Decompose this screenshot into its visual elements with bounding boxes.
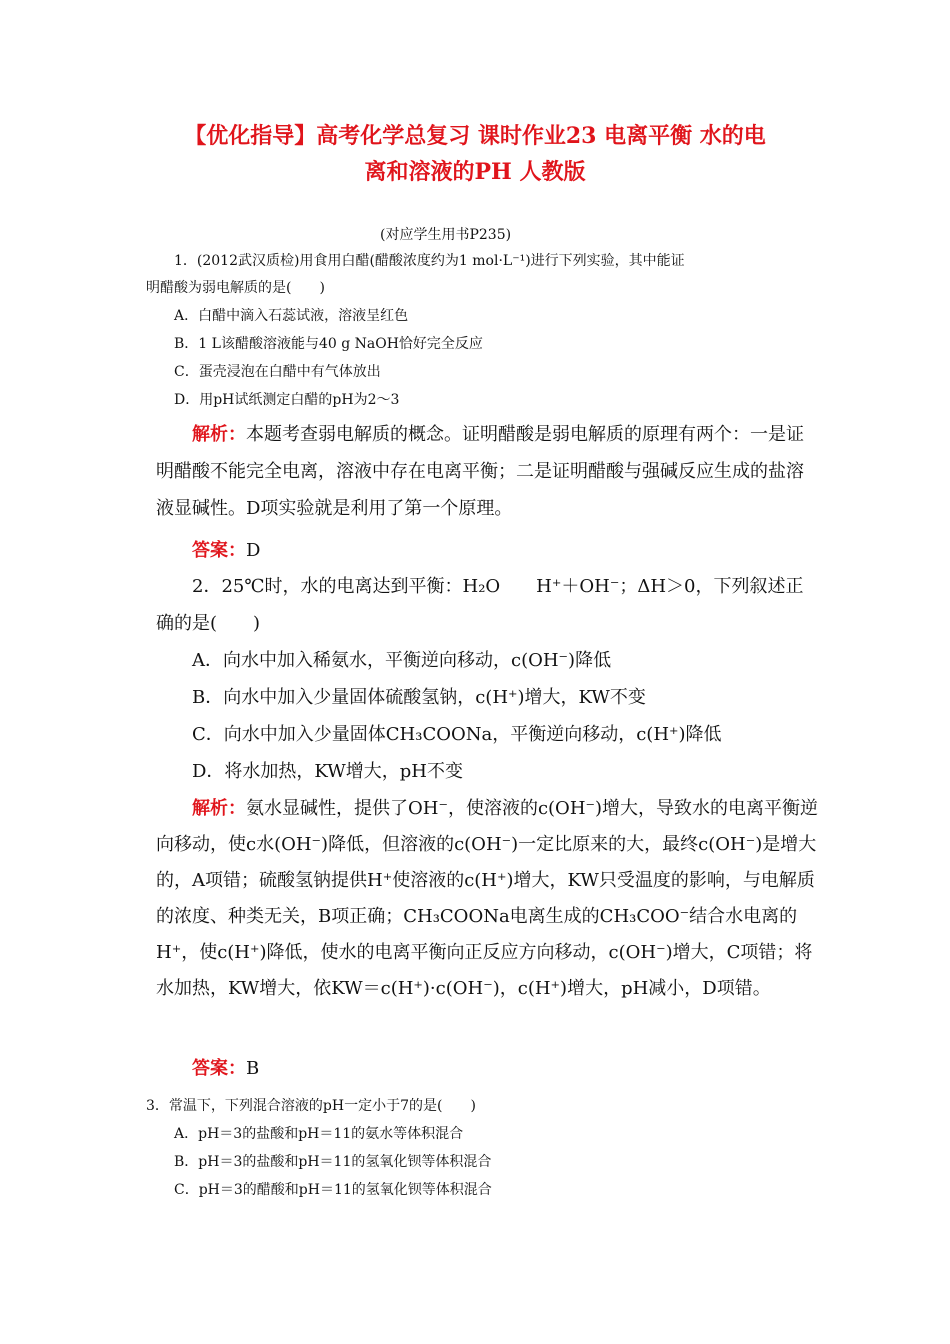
document-title: [100, 118, 850, 190]
q2-answer-label: 答案：: [192, 1058, 246, 1079]
q2-answer-value: B: [246, 1058, 260, 1079]
q2-analysis-text: 氨水显碱性，提供了OH⁻，使溶液的c(OH⁻)增大，导致水的电离平衡逆向移动，使c水(OH⁻)降低，但溶液的c(OH⁻)一定比原来的大，最终c(OH⁻)是增大的，A项错；硫酸氢钠提供H⁺使溶液的c(H⁺)增大，KW只受温度的影响，与电解质的浓度、种类无关，B项正确；CH₃COONa电离生成的CH₃COO⁻结合水电离的H⁺，使c(H⁺)降低，使水的电离平衡向正反应方向移动，c(OH⁻)增大，C项错；将水加热，KW增大，依KW＝c(H⁺)·c(OH⁻)，c(H⁺)增大，pH减小，D项错。: [156, 798, 819, 999]
q1-stem-line-1: 1．(2012武汉质检)用食用白醋(醋酸浓度约为1 mol·L⁻¹)进行下列实验，其中能证: [174, 253, 685, 269]
q1-analysis-label: 解析：: [192, 424, 246, 445]
q2-option-d: D．将水加热，KW增大，pH不变: [192, 761, 463, 782]
q3-stem: 3．常温下，下列混合溶液的pH一定小于7的是( ): [146, 1098, 476, 1114]
q1-analysis: [156, 416, 820, 527]
q1-answer: [192, 536, 260, 562]
q2-stem-line-1: 2．25℃时，水的电离达到平衡：H₂O H⁺＋OH⁻；ΔH＞0，下列叙述正: [192, 576, 804, 597]
q1-answer-value: D: [246, 540, 261, 561]
q3-option-a: A．pH＝3的盐酸和pH＝11的氨水等体积混合: [174, 1126, 464, 1142]
q1-analysis-text: 本题考查弱电解质的概念。证明醋酸是弱电解质的原理有两个：一是证明醋酸不能完全电离，溶液中存在电离平衡；二是证明醋酸与强碱反应生成的盐溶液显碱性。D项实验就是利用了第一个原理。: [156, 424, 804, 519]
q2-stem-line-2: 确的是( ): [156, 613, 261, 634]
q1-option-c: C．蛋壳浸泡在白醋中有气体放出: [174, 364, 381, 380]
q2-answer: [192, 1054, 259, 1080]
q2-option-b: B．向水中加入少量固体硫酸氢钠，c(H⁺)增大，KW不变: [192, 687, 646, 708]
q1-answer-label: 答案：: [192, 540, 246, 561]
title-line-1: 【优化指导】高考化学总复习 课时作业23 电离平衡 水的电: [184, 123, 766, 149]
textbook-reference: (对应学生用书P235): [380, 227, 512, 243]
q1-stem-line-2: 明醋酸为弱电解质的是( ): [146, 280, 325, 296]
q1-option-a: A．白醋中滴入石蕊试液，溶液呈红色: [174, 308, 409, 324]
q1-option-d: D．用pH试纸测定白醋的pH为2～3: [174, 392, 400, 408]
q2-option-c: C．向水中加入少量固体CH₃COONa，平衡逆向移动，c(H⁺)降低: [192, 724, 722, 745]
q3-option-c: C．pH＝3的醋酸和pH＝11的氢氧化钡等体积混合: [174, 1182, 492, 1198]
q2-analysis: [156, 791, 820, 1007]
q3-option-b: B．pH＝3的盐酸和pH＝11的氢氧化钡等体积混合: [174, 1154, 492, 1170]
q2-option-a: A．向水中加入稀氨水，平衡逆向移动，c(OH⁻)降低: [192, 650, 612, 671]
title-line-2: 离和溶液的PH 人教版: [364, 159, 586, 185]
q1-option-b: B．1 L该醋酸溶液能与40 g NaOH恰好完全反应: [174, 336, 483, 352]
q2-analysis-label: 解析：: [192, 798, 246, 819]
